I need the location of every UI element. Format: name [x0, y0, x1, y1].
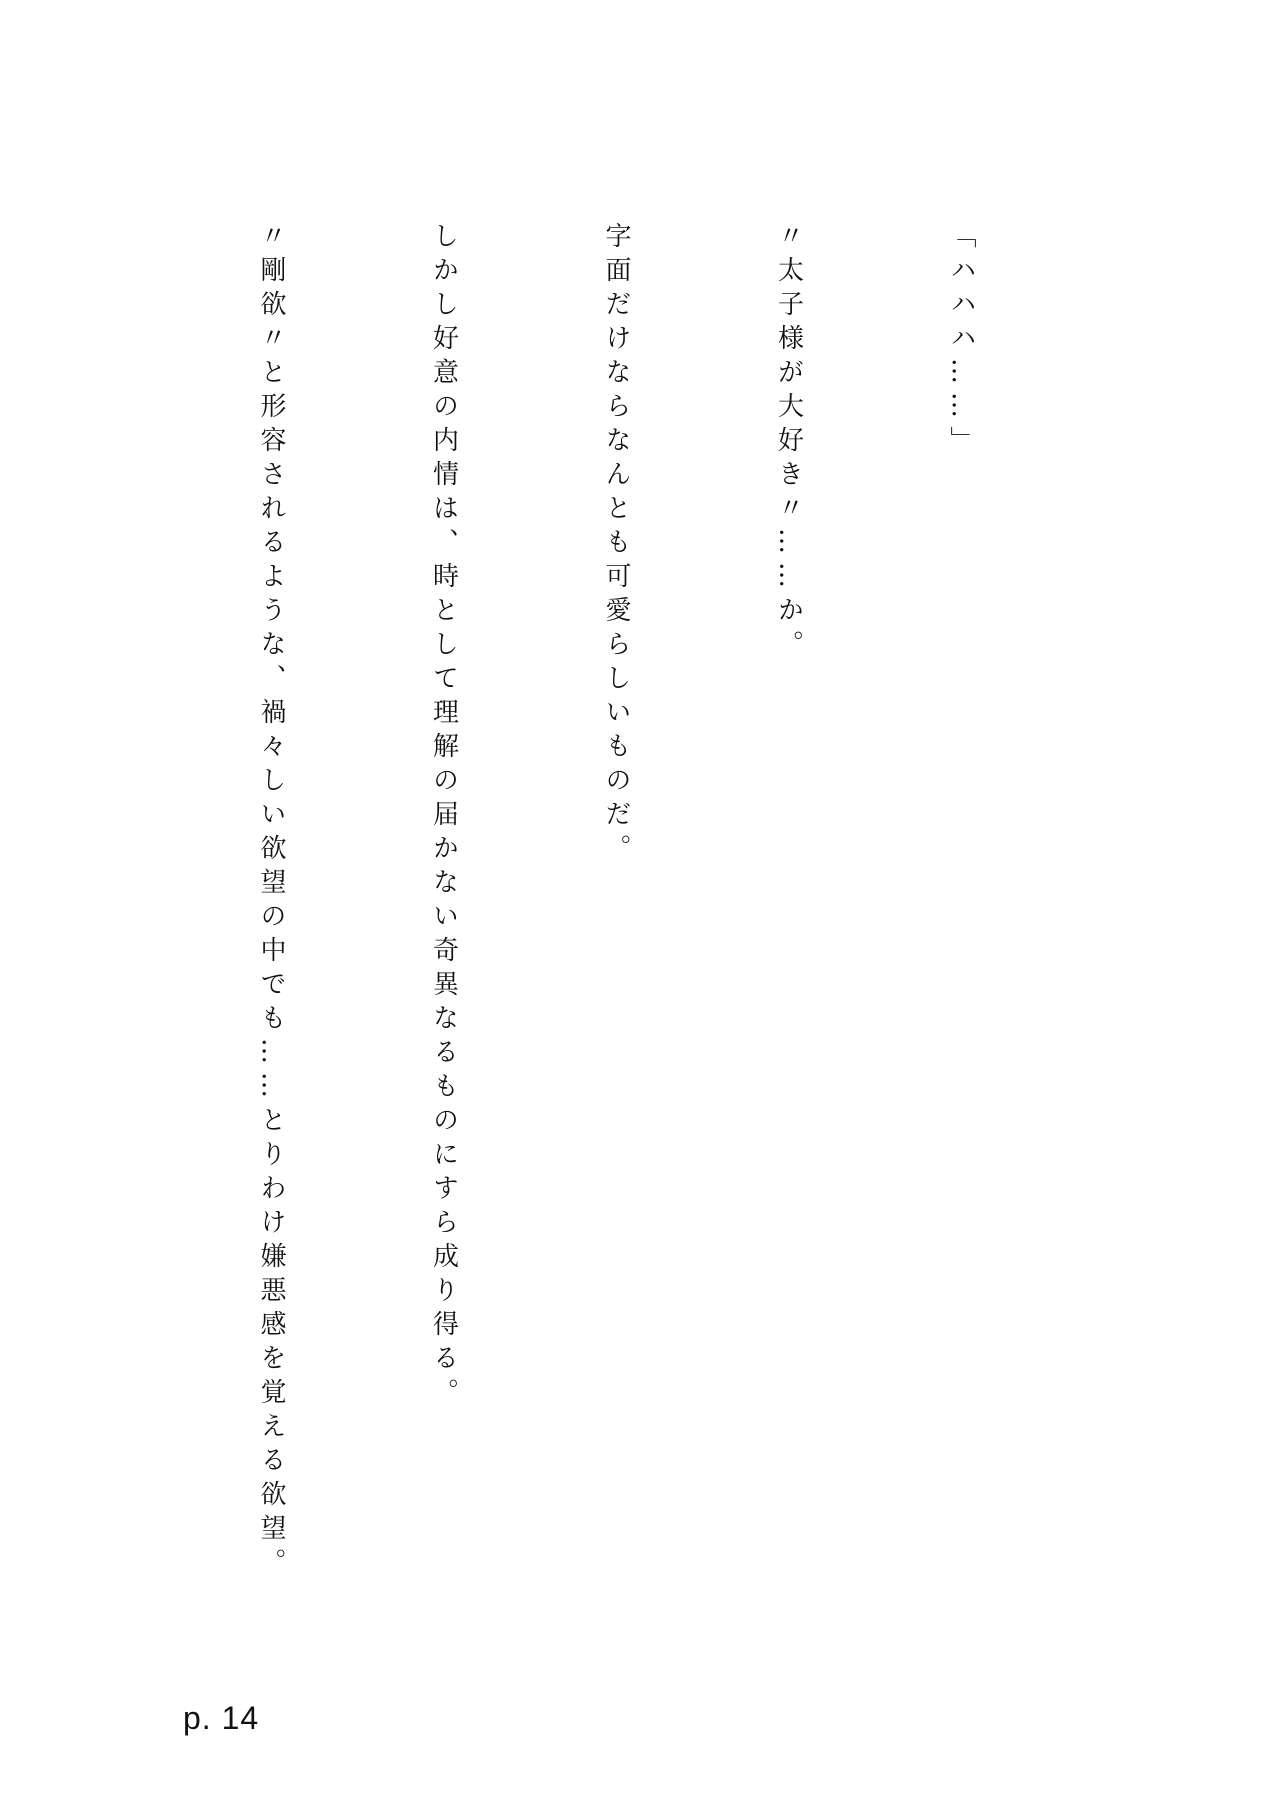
text-line: 〃剛欲〃と形容されるような、禍々しい欲望の中でも……とりわけ嫌悪感を覚える欲望。	[256, 222, 286, 1582]
text-line: 〃太子様が大好き〃……か。	[773, 222, 804, 664]
text-line	[0, 222, 12, 1642]
page-number: p. 14	[183, 1700, 260, 1736]
vertical-text-body	[0, 222, 1104, 1642]
text-line: 字面だけならなんとも可愛らしいものだ。	[601, 222, 631, 868]
text-line: しかし好意の内情は、時として理解の届かない奇異なるものにすら成り得る。	[428, 222, 459, 1412]
text-line: 「ハハハ……」	[946, 222, 976, 460]
